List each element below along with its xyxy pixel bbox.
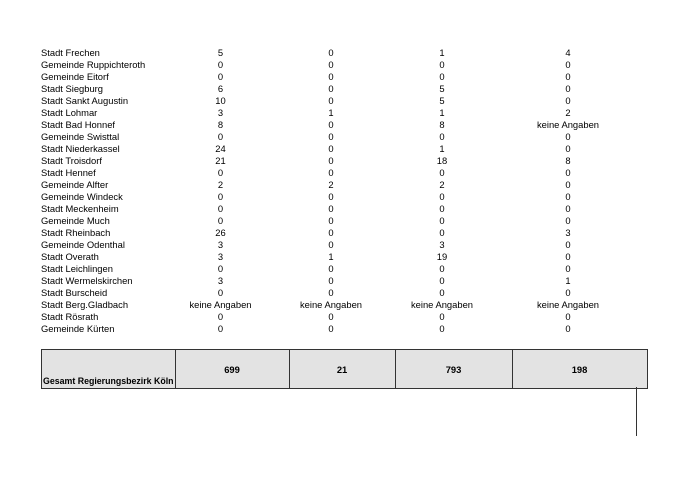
- value-cell-4: 0: [565, 323, 571, 334]
- value-cell-1: 24: [215, 143, 226, 154]
- value-cell-2: 1: [328, 251, 334, 262]
- value-cell-4: 0: [565, 95, 571, 106]
- table-row: [41, 311, 638, 323]
- value-cell-1: 8: [217, 119, 224, 130]
- value-cell-1: 0: [217, 131, 224, 142]
- value-cell-4: 0: [565, 131, 571, 142]
- value-cell-4: 0: [565, 179, 571, 190]
- table-row: [41, 107, 638, 119]
- municipality-name: Stadt Frechen: [41, 47, 100, 58]
- value-cell-4: 0: [565, 143, 571, 154]
- value-cell-1: 0: [217, 203, 224, 214]
- value-cell-4: 0: [565, 203, 571, 214]
- value-cell-1: 3: [217, 275, 224, 286]
- value-cell-3: 0: [439, 275, 445, 286]
- municipality-table: [41, 47, 638, 335]
- value-cell-1: 6: [217, 83, 224, 94]
- municipality-name: Stadt Troisdorf: [41, 155, 102, 166]
- value-cell-2: 0: [328, 323, 334, 334]
- municipality-name: Stadt Berg.Gladbach: [41, 299, 129, 310]
- value-cell-1: 26: [215, 227, 226, 238]
- table-row: [41, 191, 638, 203]
- table-row: [41, 71, 638, 83]
- value-cell-1: 0: [217, 191, 224, 202]
- municipality-name: Gemeinde Eitorf: [41, 71, 109, 82]
- value-cell-1: 0: [217, 167, 224, 178]
- municipality-name: Gemeinde Kürten: [41, 323, 115, 334]
- municipality-name: Gemeinde Ruppichteroth: [41, 59, 146, 70]
- value-cell-2: 0: [328, 59, 334, 70]
- value-cell-3: 1: [439, 47, 445, 58]
- value-cell-4: 0: [565, 311, 571, 322]
- table-row: [41, 263, 638, 275]
- value-cell-2: 0: [328, 275, 334, 286]
- municipality-name: Stadt Rheinbach: [41, 227, 111, 238]
- value-cell-2: 2: [328, 179, 334, 190]
- table-row: [41, 323, 638, 335]
- table-row: [41, 155, 638, 167]
- value-cell-1: 3: [217, 251, 224, 262]
- value-cell-3: 0: [439, 71, 445, 82]
- value-cell-2: 0: [328, 119, 334, 130]
- municipality-name: Stadt Niederkassel: [41, 143, 120, 154]
- table-row: [41, 95, 638, 107]
- municipality-name: Gemeinde Much: [41, 215, 110, 226]
- table-row: [41, 275, 638, 287]
- value-cell-2: 0: [328, 95, 334, 106]
- value-cell-3: 0: [439, 131, 445, 142]
- value-cell-1: 3: [217, 107, 224, 118]
- municipality-name: Stadt Overath: [41, 251, 99, 262]
- value-cell-1: 3: [217, 239, 224, 250]
- value-cell-3: 3: [439, 239, 445, 250]
- value-cell-4: 0: [565, 191, 571, 202]
- table-row: [41, 179, 638, 191]
- value-cell-4: 4: [565, 47, 571, 58]
- value-cell-1: 10: [215, 95, 226, 106]
- value-cell-3: 5: [439, 83, 445, 94]
- value-cell-3: 0: [439, 191, 445, 202]
- table-row: [41, 131, 638, 143]
- value-cell-1: 0: [217, 287, 224, 298]
- value-cell-4: keine Angaben: [536, 299, 600, 310]
- value-cell-3: 0: [439, 287, 445, 298]
- value-cell-1: 0: [217, 263, 224, 274]
- value-cell-3: 0: [439, 59, 445, 70]
- value-cell-2: 0: [328, 311, 334, 322]
- municipality-name: Stadt Burscheid: [41, 287, 108, 298]
- table-row: [41, 119, 638, 131]
- value-cell-3: 0: [439, 263, 445, 274]
- municipality-name: Stadt Hennef: [41, 167, 96, 178]
- value-cell-1: 21: [215, 155, 226, 166]
- value-cell-2: 0: [328, 131, 334, 142]
- municipality-name: Stadt Bad Honnef: [41, 119, 116, 130]
- value-cell-4: 0: [565, 215, 571, 226]
- value-cell-4: 2: [565, 107, 571, 118]
- right-border-line: [636, 387, 637, 436]
- value-cell-3: 1: [439, 143, 445, 154]
- table-row: [41, 47, 638, 59]
- value-cell-3: 8: [439, 119, 445, 130]
- value-cell-2: 0: [328, 191, 334, 202]
- municipality-name: Gemeinde Odenthal: [41, 239, 125, 250]
- table-row: [41, 299, 638, 311]
- municipality-name: Stadt Wermelskirchen: [41, 275, 133, 286]
- value-cell-2: 0: [328, 155, 334, 166]
- municipality-name: Stadt Siegburg: [41, 83, 104, 94]
- value-cell-4: 0: [565, 167, 571, 178]
- value-cell-1: 2: [217, 179, 224, 190]
- value-cell-4: 1: [565, 275, 571, 286]
- municipality-name: Gemeinde Swisttal: [41, 131, 120, 142]
- municipality-name: Stadt Meckenheim: [41, 203, 119, 214]
- value-cell-3: 0: [439, 203, 445, 214]
- value-cell-3: keine Angaben: [410, 299, 474, 310]
- value-cell-1: 0: [217, 311, 224, 322]
- value-cell-2: 0: [328, 239, 334, 250]
- total-cell-4: 198: [512, 350, 647, 389]
- total-row: [42, 350, 648, 389]
- value-cell-3: 18: [436, 155, 448, 166]
- value-cell-2: 0: [328, 287, 334, 298]
- value-cell-4: 0: [565, 263, 571, 274]
- value-cell-2: 0: [328, 263, 334, 274]
- total-label: Gesamt Regierungsbezirk Köln: [42, 350, 176, 389]
- municipality-name: Stadt Lohmar: [41, 107, 98, 118]
- value-cell-2: 1: [328, 107, 334, 118]
- value-cell-3: 2: [439, 179, 445, 190]
- value-cell-3: 0: [439, 227, 445, 238]
- value-cell-2: 0: [328, 47, 334, 58]
- value-cell-2: 0: [328, 143, 334, 154]
- table-row: [41, 239, 638, 251]
- municipality-name: Stadt Rösrath: [41, 311, 99, 322]
- value-cell-2: 0: [328, 215, 334, 226]
- table-row: [41, 59, 638, 71]
- table-row: [41, 203, 638, 215]
- value-cell-3: 0: [439, 215, 445, 226]
- value-cell-1: 0: [217, 215, 224, 226]
- value-cell-2: 0: [328, 83, 334, 94]
- table-row: [41, 227, 638, 239]
- value-cell-4: 0: [565, 239, 571, 250]
- value-cell-2: 0: [328, 227, 334, 238]
- table-row: [41, 215, 638, 227]
- municipality-name: Stadt Leichlingen: [41, 263, 113, 274]
- value-cell-4: 0: [565, 59, 571, 70]
- municipality-name: Stadt Sankt Augustin: [41, 95, 129, 106]
- value-cell-1: keine Angaben: [189, 299, 252, 310]
- table-row: [41, 287, 638, 299]
- value-cell-4: 0: [565, 71, 571, 82]
- municipality-name: Gemeinde Alfter: [41, 179, 109, 190]
- value-cell-4: 0: [565, 287, 571, 298]
- value-cell-2: 0: [328, 167, 334, 178]
- table-row: [41, 167, 638, 179]
- value-cell-2: 0: [328, 71, 334, 82]
- table-row: [41, 251, 638, 263]
- value-cell-3: 19: [436, 251, 448, 262]
- value-cell-3: 1: [439, 107, 445, 118]
- value-cell-3: 0: [439, 323, 445, 334]
- value-cell-4: 0: [565, 251, 571, 262]
- total-cell-1: 699: [175, 350, 289, 389]
- table-row: [41, 83, 638, 95]
- value-cell-1: 0: [217, 59, 224, 70]
- total-cell-3: 793: [395, 350, 512, 389]
- value-cell-2: keine Angaben: [299, 299, 363, 310]
- value-cell-2: 0: [328, 203, 334, 214]
- municipality-name: Gemeinde Windeck: [41, 191, 123, 202]
- value-cell-1: 0: [217, 71, 224, 82]
- value-cell-1: 5: [217, 47, 224, 58]
- value-cell-3: 5: [439, 95, 445, 106]
- value-cell-3: 0: [439, 167, 445, 178]
- value-cell-4: 3: [565, 227, 571, 238]
- total-table: [41, 349, 648, 389]
- value-cell-3: 0: [439, 311, 445, 322]
- value-cell-4: 0: [565, 83, 571, 94]
- value-cell-4: 8: [565, 155, 571, 166]
- value-cell-4: keine Angaben: [536, 119, 600, 130]
- municipality-table-body: [41, 47, 638, 335]
- table-row: [41, 143, 638, 155]
- total-cell-2: 21: [289, 350, 395, 389]
- value-cell-1: 0: [217, 323, 224, 334]
